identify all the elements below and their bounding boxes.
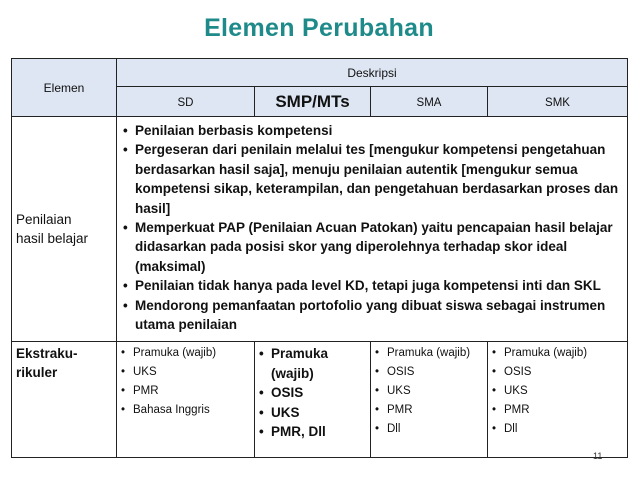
header-level-sd bbox=[117, 87, 255, 117]
header-level-sma bbox=[371, 87, 488, 117]
list-item: • Penilaian berbasis kompetensi bbox=[119, 121, 623, 140]
list-item: • Dll bbox=[488, 420, 627, 439]
ekstra-smp bbox=[255, 342, 371, 458]
page-number: 11 bbox=[593, 451, 603, 461]
list-item: • Pergeseran dari penilain melalui tes [mengukur kompetensi pengetahuan berdasarkan hasil saja], menuju penilaian autentik [mengukur semua kompetensi sikap, keterampilan, dan pengetahuan berdasarkan proses dan hasil] bbox=[119, 140, 623, 218]
list-item: • OSIS bbox=[255, 383, 370, 403]
list-item: • PMR bbox=[371, 401, 487, 420]
list-item: • OSIS bbox=[488, 363, 627, 382]
header-elemen-label: Elemen bbox=[43, 80, 85, 95]
list-item: • Pramuka (wajib) bbox=[371, 344, 487, 363]
row-label-line: rikuler bbox=[16, 365, 58, 380]
list-item: • Bahasa Inggris bbox=[117, 401, 254, 420]
list-item: • UKS bbox=[255, 403, 370, 423]
list-item: • PMR bbox=[488, 401, 627, 420]
row-label-ekstrakurikuler bbox=[12, 342, 117, 458]
list-item: • UKS bbox=[488, 382, 627, 401]
level-sma-label: SMA bbox=[416, 96, 442, 109]
ekstra-smk bbox=[488, 342, 628, 458]
ekstra-sma bbox=[371, 342, 488, 458]
list-item: • PMR, Dll bbox=[255, 422, 370, 442]
list-item: • OSIS bbox=[371, 363, 487, 382]
list-item: • Dll bbox=[371, 420, 487, 439]
header-deskripsi-label: Deskripsi bbox=[347, 65, 397, 80]
header-elemen bbox=[12, 59, 117, 117]
page-title: Elemen Perubahan bbox=[204, 14, 434, 42]
row-label-penilaian bbox=[12, 117, 117, 342]
list-item: • Memperkuat PAP (Penilaian Acuan Patokan) yaitu pencapaian hasil belajar didasarkan pada posisi skor yang diperolehnya terhadap skor ideal (maksimal) bbox=[119, 218, 623, 276]
list-item: • UKS bbox=[117, 363, 254, 382]
comparison-table bbox=[11, 58, 628, 458]
row-label-line: Penilaian bbox=[16, 212, 72, 227]
header-level-smk bbox=[488, 87, 628, 117]
list-item: • Pramuka (wajib) bbox=[488, 344, 627, 363]
level-smk-label: SMK bbox=[545, 96, 570, 109]
header-deskripsi bbox=[117, 59, 628, 87]
header-level-smp bbox=[255, 87, 371, 117]
list-item: • Penilaian tidak hanya pada level KD, tetapi juga kompetensi inti dan SKL bbox=[119, 276, 623, 295]
list-item: • Pramuka (wajib) bbox=[255, 344, 370, 383]
list-item: • Mendorong pemanfaatan portofolio yang dibuat siswa sebagai instrumen utama penilaian bbox=[119, 296, 623, 335]
list-item: • PMR bbox=[117, 382, 254, 401]
ekstra-sd bbox=[117, 342, 255, 458]
level-sd-label: SD bbox=[177, 96, 194, 109]
row-label-line: Ekstraku- bbox=[16, 346, 78, 361]
list-item: • UKS bbox=[371, 382, 487, 401]
penilaian-description bbox=[117, 117, 628, 342]
row-label-line: hasil belajar bbox=[16, 231, 89, 246]
level-smp-label: SMP/MTs bbox=[275, 91, 350, 111]
list-item: • Pramuka (wajib) bbox=[117, 344, 254, 363]
